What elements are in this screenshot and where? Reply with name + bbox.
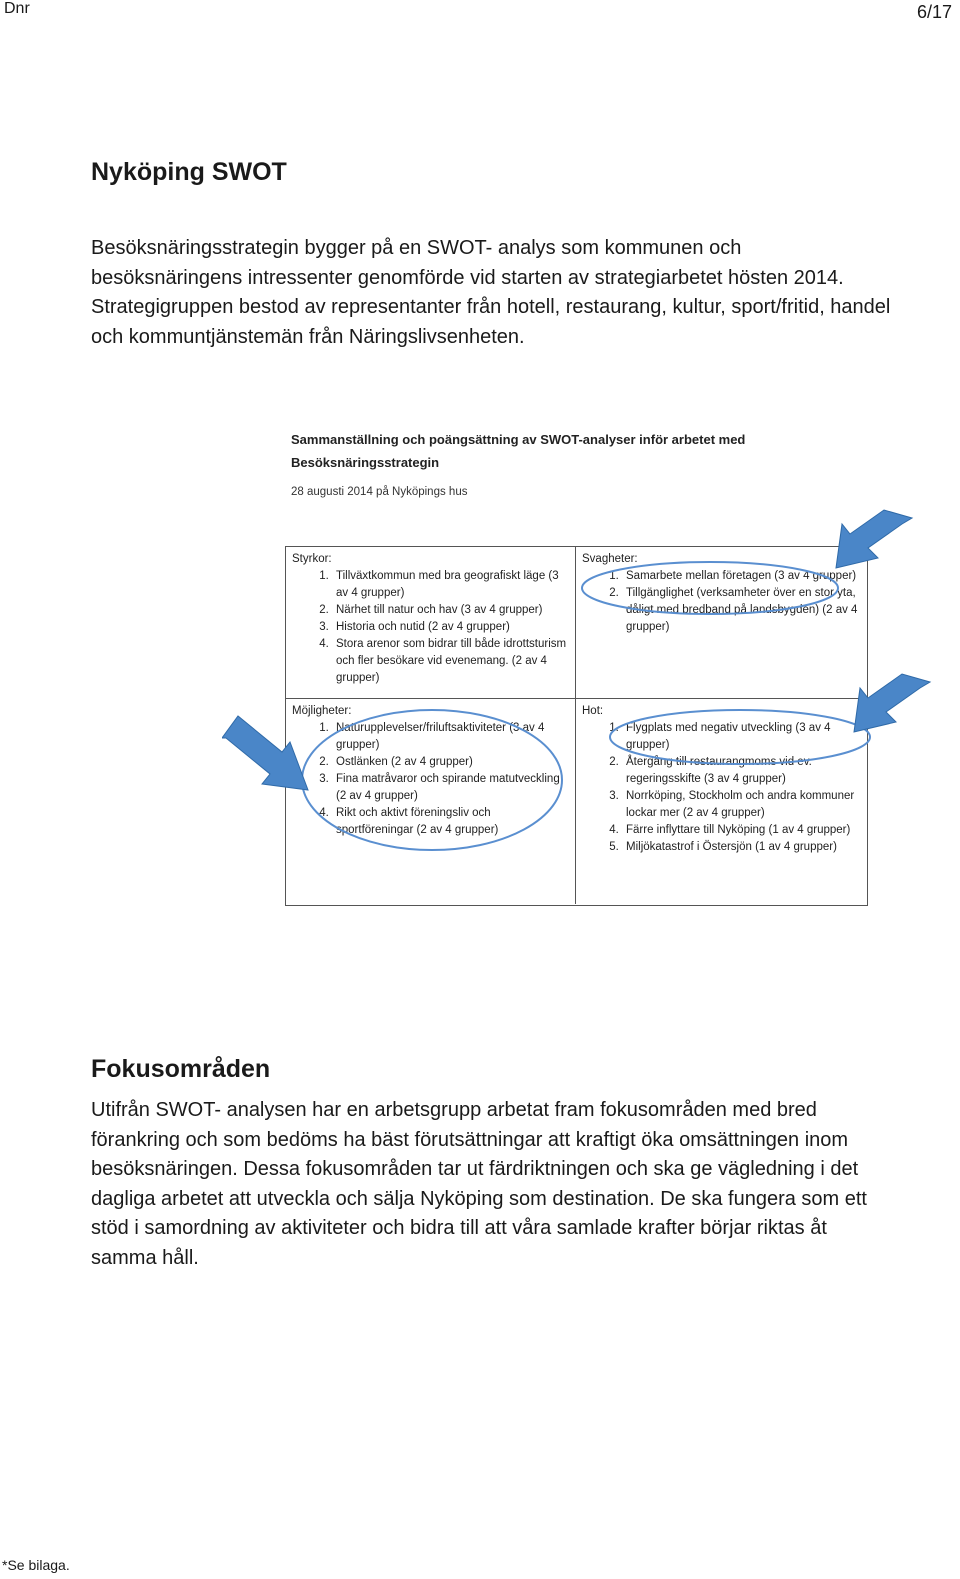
footnote: *Se bilaga. <box>2 1557 70 1573</box>
strengths-heading: Styrkor: <box>292 553 332 565</box>
header-dnr: Dnr <box>4 0 30 17</box>
swot-list-item: 2. Tillgänglighet (verksamheter över en stor yta, dåligt med bredband på landsbygden) (2 av 4 grupper) <box>622 585 860 636</box>
swot-list-item: 4. Rikt och aktivt föreningsliv och sportföreningar (2 av 4 grupper) <box>332 805 569 839</box>
section-title-fokus: Fokusområden <box>91 1055 271 1083</box>
swot-list-item: 1. Tillväxtkommun med bra geografiskt läge (3 av 4 grupper) <box>332 568 569 602</box>
swot-intro-paragraph: Besöksnäringsstrategin bygger på en SWOT- analys som kommunen och besöksnäringens intressenter genomförde vid starten av strategiarbetet hösten 2014. Strategigruppen bestod av representanter från hotell, restaurang, kultur, sport/fritid, handel och kommuntjänstemän från Näringslivsenheten. <box>91 237 891 348</box>
swot-list-item: 3. Norrköping, Stockholm och andra kommuner lockar mer (2 av 4 grupper) <box>622 788 860 822</box>
swot-list-item: 1. Naturupplevelser/friluftsaktiviteter (3 av 4 grupper) <box>332 720 569 754</box>
swot-list-item: 1. Flygplats med negativ utveckling (3 av 4 grupper) <box>622 720 860 754</box>
swot-list-item: 3. Historia och nutid (2 av 4 grupper) <box>332 619 569 636</box>
weakness-highlight-circle <box>582 562 838 614</box>
figure-title: Sammanställning och poängsättning av SWOT-analyser inför arbetet med Besöksnäringsstrategin <box>291 432 746 470</box>
opportunities-highlight-circle <box>302 710 562 850</box>
page-number: 6/17 <box>916 2 952 22</box>
swot-list-item: 1. Samarbete mellan företagen (3 av 4 grupper) <box>622 568 860 585</box>
swot-list-item: 4. Stora arenor som bidrar till både idrottsturism och fler besökare vid evenemang. (2 av 4 grupper) <box>332 636 569 687</box>
arrow-icon <box>222 716 308 790</box>
swot-list-item: 2. Närhet till natur och hav (3 av 4 grupper) <box>332 602 569 619</box>
weaknesses-heading: Svagheter: <box>582 553 638 565</box>
opportunities-heading: Möjligheter: <box>292 705 352 717</box>
swot-list-item: 2. Återgång till restaurangmoms vid ev. regeringsskifte (3 av 4 grupper) <box>622 754 860 788</box>
threat-highlight-circle <box>610 710 870 764</box>
arrow-icon <box>854 674 930 732</box>
swot-list-item: 4. Färre inflyttare till Nyköping (1 av 4 grupper) <box>622 822 860 839</box>
fokus-paragraph: Utifrån SWOT- analysen har en arbetsgrupp arbetat fram fokusområden med bred förankring och som bedöms ha bäst förutsättningar att kraftigt öka omsättningen inom besöksnäringen. Dessa fokusområden tar ut färdriktningen och ska ge vägledning i det dagliga arbetet att utveckla och sälja Nyköping som destination. De ska fungera som ett stöd i samordning av aktiviteter och bidra till att våra samlade krafter börjar riktas åt samma håll. <box>91 1099 867 1269</box>
swot-figure <box>222 420 937 920</box>
threats-heading: Hot: <box>582 705 604 717</box>
swot-list-item: 2. Ostlänken (2 av 4 grupper) <box>332 754 569 771</box>
figure-annotations <box>222 420 937 920</box>
swot-list-item: 3. Fina matråvaror och spirande matutveckling (2 av 4 grupper) <box>332 771 569 805</box>
arrow-icon <box>836 510 912 568</box>
section-title-swot: Nyköping SWOT <box>91 158 287 186</box>
swot-list-item: 5. Miljökatastrof i Östersjön (1 av 4 grupper) <box>622 839 860 856</box>
figure-date: 28 augusti 2014 på Nyköpings hus <box>291 486 468 498</box>
